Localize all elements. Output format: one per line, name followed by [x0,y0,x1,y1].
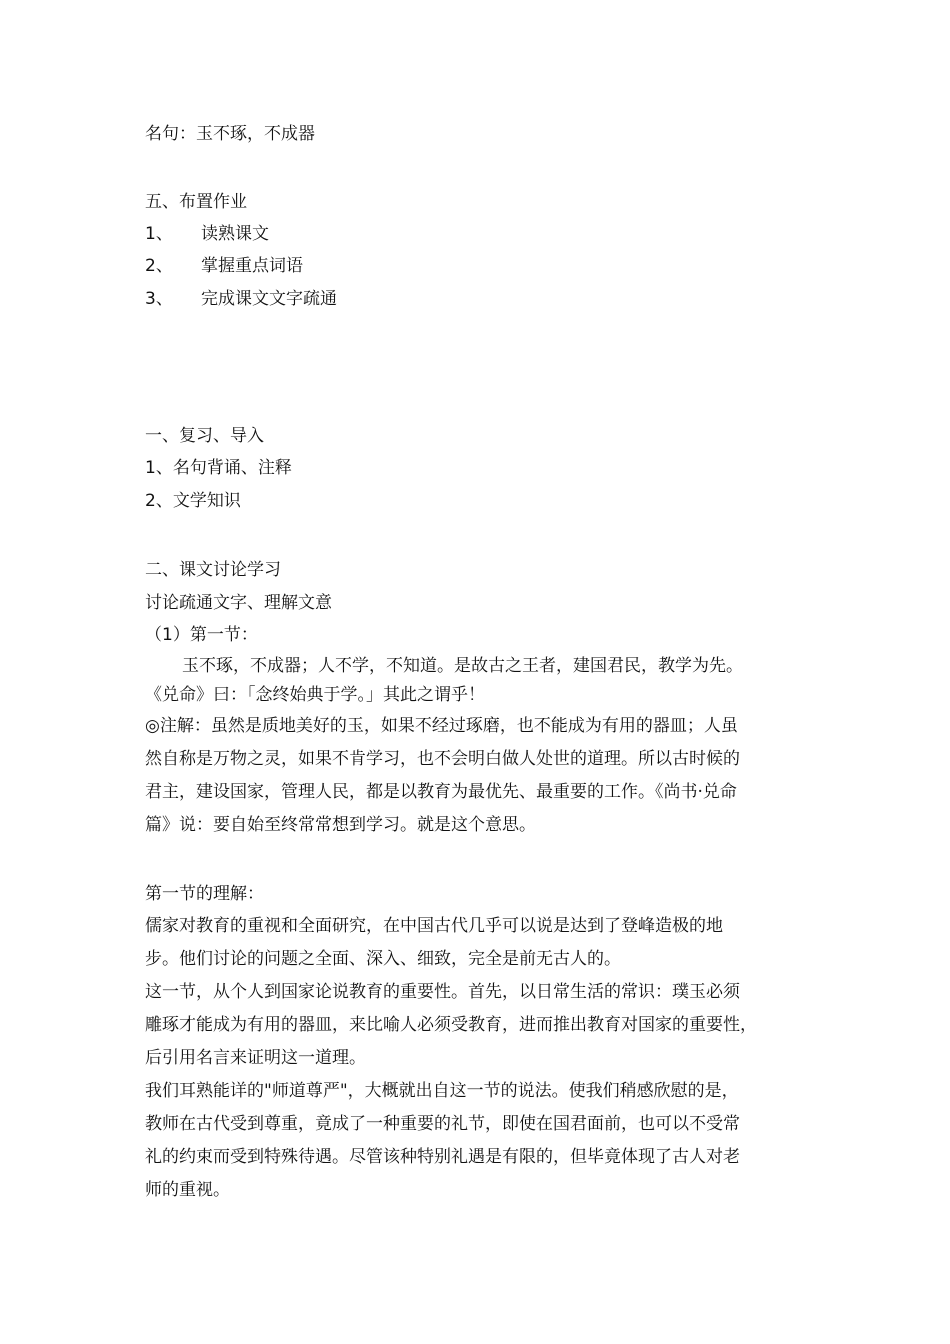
homework-item-number: 1、 [145,224,173,244]
homework-item-3 [145,287,337,311]
understanding-line: 后引用名言来证明这一道理。 [145,1048,366,1068]
understanding-line: 这一节，从个人到国家论说教育的重要性。首先，以日常生活的常识：璞玉必须 [145,982,740,1002]
homework-item-number: 2、 [145,256,173,276]
original-text-line: 玉不琢，不成器；人不学，不知道。是故古之王者，建国君民，教学为先。 [182,656,743,676]
review-item-number: 1 [145,458,156,478]
review-item-text: 、文学知识 [155,491,241,511]
understanding-line: 儒家对教育的重视和全面研究，在中国古代几乎可以说是达到了登峰造极的地 [145,916,723,936]
annotation-line: 君主，建设国家，管理人民，都是以教育为最优先、最重要的工作。《尚书·兑命 [145,782,737,802]
homework-item-text: 读熟课文 [201,224,269,244]
homework-item-1 [145,222,269,246]
discussion-subheading: 讨论疏通文字、理解文意 [145,593,332,613]
annotation-line: 篇》说：要自始至终常常想到学习。就是这个意思。 [145,815,536,835]
original-text-line: 《兑命》曰：「念终始典于学。」其此之谓乎！ [145,685,485,705]
section-label-number: （1） [145,625,190,645]
discussion-heading: 二、课文讨论学习 [145,560,281,580]
understanding-line: 步。他们讨论的问题之全面、深入、细致，完全是前无古人的。 [145,949,621,969]
annotation-line: ◎注解：虽然是质地美好的玉，如果不经过琢磨，也不能成为有用的器皿；人虽 [145,716,738,736]
understanding-line: 教师在古代受到尊重，竟成了一种重要的礼节，即使在国君面前，也可以不受常 [145,1114,740,1134]
understanding-line: 礼的约束而受到特殊待遇。尽管该种特别礼遇是有限的，但毕竟体现了古人对老 [145,1147,740,1167]
understanding-line: 雕琢才能成为有用的器皿，来比喻人必须受教育，进而推出教育对国家的重要性， [145,1015,757,1035]
section-label-text: 第一节： [189,625,258,645]
review-item-2 [145,489,241,513]
homework-item-number: 3、 [145,289,173,309]
homework-item-2 [145,254,303,278]
annotation-line: 然自称是万物之灵，如果不肯学习，也不会明白做人处世的道理。所以古时候的 [145,749,740,769]
famous-quote: 名句：玉不琢，不成器 [145,124,315,144]
review-item-text: 、名句背诵、注释 [155,458,292,478]
review-item-1 [145,456,292,480]
understanding-line: 师的重视。 [145,1180,230,1200]
review-item-number: 2 [145,491,156,511]
understanding-line: 我们耳熟能详的"师道尊严"，大概就出自这一节的说法。使我们稍感欣慰的是， [145,1081,739,1101]
understanding-heading: 第一节的理解： [145,884,264,904]
homework-item-text: 完成课文文字疏通 [201,289,337,309]
homework-item-text: 掌握重点词语 [201,256,303,276]
homework-heading: 五、布置作业 [145,192,247,212]
review-heading: 一、复习、导入 [145,426,264,446]
section-label [145,623,258,647]
